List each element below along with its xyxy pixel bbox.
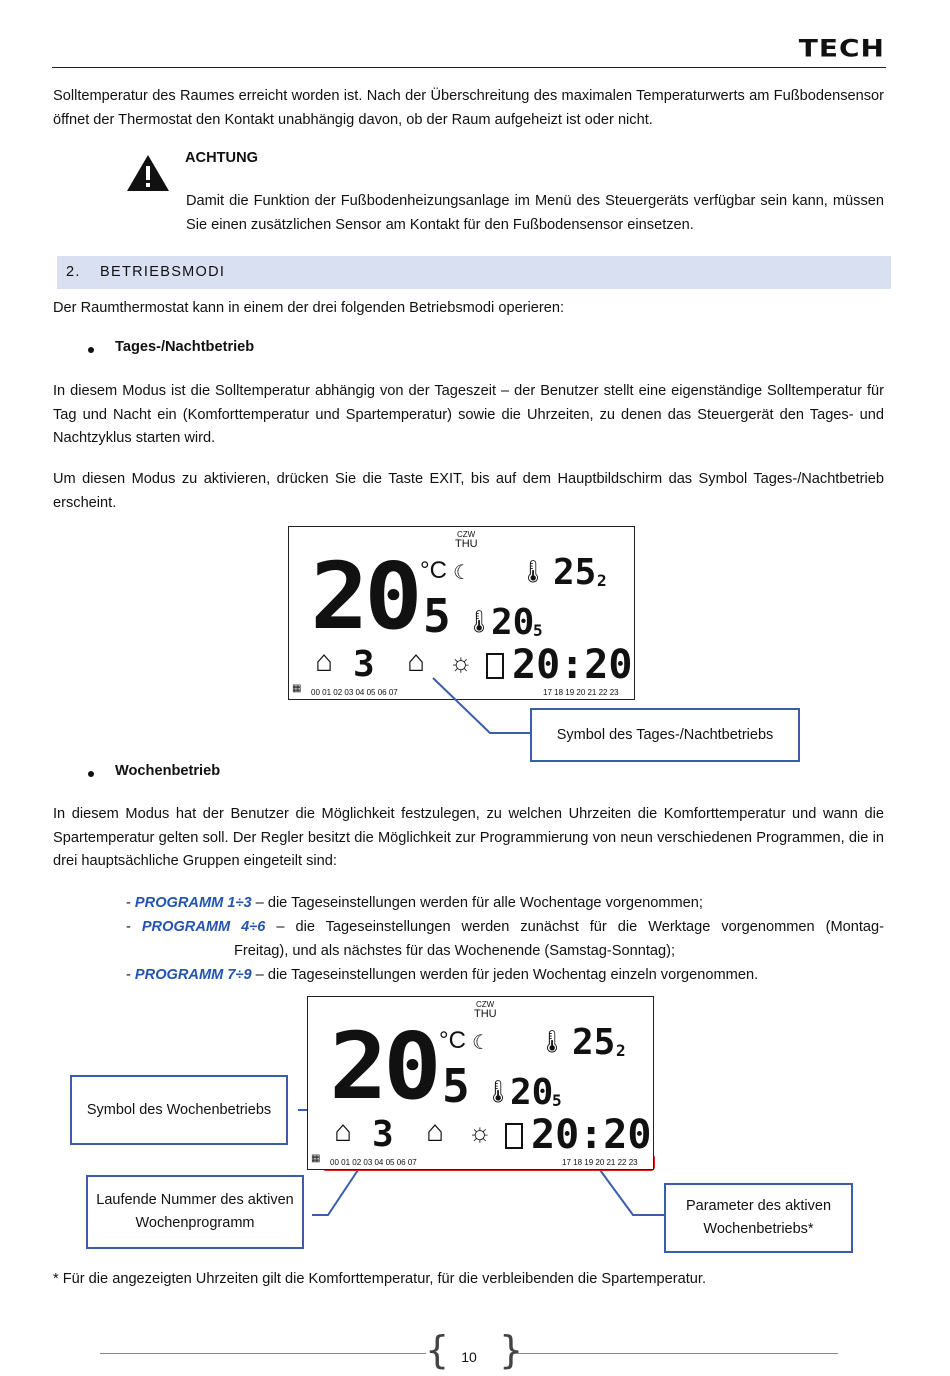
callout-day-night-symbol: Symbol des Tages-/Nachtbetriebs	[530, 708, 800, 762]
house-day-night-icon: ⌂	[407, 645, 426, 678]
battery-icon	[505, 1123, 523, 1149]
bullet-day-night: Tages-/Nachtbetrieb	[115, 339, 255, 355]
lcd-main-temp-decimal: 5	[423, 589, 451, 643]
callout-weekly-params: Parameter des aktiven Wochenbetriebs*	[664, 1183, 853, 1253]
lcd-day-en: THU	[474, 1008, 497, 1020]
lcd-unit: °C	[439, 1027, 466, 1054]
footer-bracket-left: {	[425, 1328, 450, 1372]
house-calendar-icon: ⌂	[315, 645, 334, 678]
lcd-main-temp: 20	[310, 543, 419, 650]
weekly-paragraph: In diesem Modus hat der Benutzer die Möglichkeit festzulegen, zu welchen Uhrzeiten die Komforttemperatur und wann die Spartemperatur gelten soll. Der Regler besitzt die Möglichkeit zur Programmierung von neun verschiedenen Programmen, die in drei hauptsächliche Gruppen eingeteilt sind:	[53, 806, 884, 869]
footer-line-left	[100, 1353, 426, 1354]
sun-icon: ☼	[449, 647, 473, 677]
floor-heating-icon: 🌡	[538, 1029, 566, 1054]
floor-heating-icon: 🌡	[519, 559, 547, 584]
calendar-icon: ▦	[311, 1153, 321, 1164]
lcd-floor-temp-decimal: 2	[616, 1041, 626, 1060]
lcd-hours-right: 17 18 19 20 21 22 23	[543, 688, 619, 697]
intro-paragraph: Solltemperatur des Raumes erreicht worden ist. Nach der Überschreitung des maximalen Temperaturwerts am Fußbodensensor öffnet der Thermostat den Kontakt unabhängig davon, ob der Raum aufgeheizt ist oder nicht.	[53, 88, 884, 128]
lcd-floor-temp-decimal: 2	[597, 571, 607, 590]
set-temp-icon: 🌡	[484, 1079, 512, 1104]
bullet-weekly: Wochenbetrieb	[115, 763, 221, 779]
lcd-main-temp-decimal: 5	[442, 1059, 470, 1113]
lcd-program-number: 3	[353, 644, 375, 685]
lcd-time: 20:20	[512, 642, 633, 688]
day-night-paragraph-1: In diesem Modus ist die Solltemperatur abhängig von der Tageszeit – der Benutzer stellt eine eigenständige Solltemperatur für Tag und Nacht ein (Komforttemperatur und Spartemperatur) sowie die Uhrzeiten, zu denen das Steuergerät den Tages- und Nachtzyklus starten wird.	[53, 383, 884, 446]
house-day-night-icon: ⌂	[426, 1115, 445, 1148]
lcd-hours-left: 00 01 02 03 04 05 06 07	[330, 1158, 417, 1167]
sun-icon: ☼	[468, 1117, 492, 1147]
program-label-2: PROGRAMM 4÷6	[141, 919, 266, 935]
program-item-2-continuation: Freitag), und als nächstes für das Wochenende (Samstag-Sonntag);	[234, 943, 676, 959]
lcd-day-en: THU	[455, 538, 478, 550]
page-number: 10	[461, 1349, 477, 1365]
lcd-hours-left: 00 01 02 03 04 05 06 07	[311, 688, 398, 697]
lcd-day-pl: CZW	[457, 530, 476, 539]
tech-logo: TECH	[798, 34, 885, 63]
program-item-2: - PROGRAMM 4÷6 – die Tageseinstellungen werden zunächst für die Werktage vorgenommen (Montag-	[126, 919, 884, 935]
lcd-day-pl: CZW	[476, 1000, 495, 1009]
lcd-floor-temp: 25	[572, 1022, 616, 1063]
footnote: * Für die angezeigten Uhrzeiten gilt die Komforttemperatur, für die verbleibenden die Spartemperatur.	[53, 1271, 707, 1287]
calendar-icon: ▦	[292, 683, 302, 694]
program-item-1: - PROGRAMM 1÷3 – die Tageseinstellungen werden für alle Wochentage vorgenommen;	[126, 895, 703, 911]
program-text-3: – die Tageseinstellungen werden für jeden Wochentag einzeln vorgenommen.	[255, 967, 759, 983]
warning-title: ACHTUNG	[185, 150, 258, 166]
callout-line-params	[600, 1170, 664, 1215]
callout-program-number: Laufende Nummer des aktiven Wochenprogramm	[86, 1175, 304, 1249]
lcd-set-temp-decimal: 5	[533, 621, 543, 640]
lcd-main-temp: 20	[329, 1013, 438, 1120]
program-text-2: – die Tageseinstellungen werden zunächst für die Werktage vorgenommen (Montag-	[276, 919, 884, 935]
lcd-time: 20:20	[531, 1112, 652, 1158]
lcd-program-number: 3	[372, 1114, 394, 1155]
moon-icon: ☾	[453, 562, 471, 584]
lcd-unit: °C	[420, 557, 447, 584]
set-temp-icon: 🌡	[465, 609, 493, 634]
footer-bracket-right: }	[499, 1328, 524, 1372]
callout-line-day-night	[433, 678, 530, 733]
moon-icon: ☾	[472, 1032, 490, 1054]
callout-weekly-symbol: Symbol des Wochenbetriebs	[70, 1075, 288, 1145]
footer-line-right	[512, 1353, 838, 1354]
program-label-3: PROGRAMM 7÷9	[134, 967, 252, 983]
lcd-set-temp: 20	[491, 602, 535, 643]
lcd-set-temp: 20	[510, 1072, 554, 1113]
program-item-3: - PROGRAMM 7÷9 – die Tageseinstellungen werden für jeden Wochentag einzeln vorgenommen.	[126, 967, 759, 983]
section-title: BETRIEBSMODI	[100, 264, 226, 280]
lcd-set-temp-decimal: 5	[552, 1091, 562, 1110]
program-text-1: – die Tageseinstellungen werden für alle Wochentage vorgenommen;	[255, 895, 703, 911]
section-number: 2.	[66, 264, 81, 280]
lcd-floor-temp: 25	[553, 552, 597, 593]
program-label-1: PROGRAMM 1÷3	[134, 895, 252, 911]
section-intro: Der Raumthermostat kann in einem der drei folgenden Betriebsmodi operieren:	[53, 300, 565, 316]
lcd-display-weekly	[307, 996, 654, 1170]
house-calendar-icon: ⌂	[334, 1115, 353, 1148]
lcd-hours-right: 17 18 19 20 21 22 23	[562, 1158, 638, 1167]
warning-text: Damit die Funktion der Fußbodenheizungsanlage im Menü des Steuergeräts verfügbar sein kann, müssen Sie einen zusätzlichen Sensor am Kontakt für den Fußbodensensor einsetzen.	[186, 193, 884, 233]
day-night-paragraph-2: Um diesen Modus zu aktivieren, drücken Sie die Taste EXIT, bis auf dem Hauptbildschirm das Symbol Tages-/Nachtbetrieb erscheint.	[53, 471, 884, 511]
